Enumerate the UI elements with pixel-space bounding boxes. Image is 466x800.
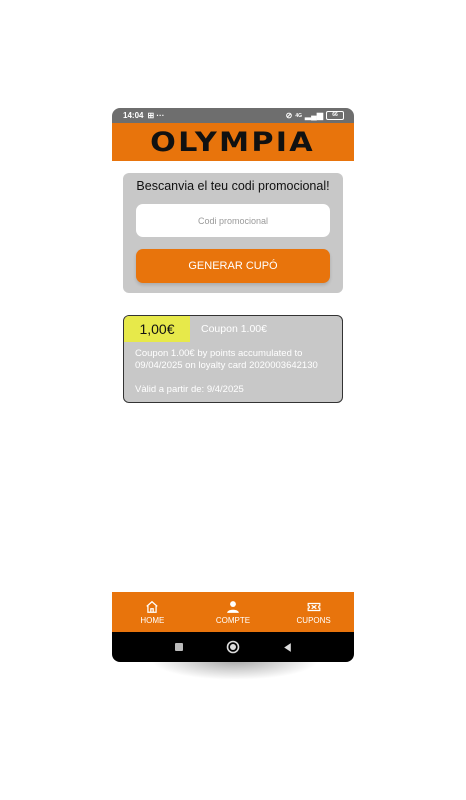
square-icon bbox=[174, 642, 184, 652]
app-header bbox=[112, 123, 354, 161]
status-bar bbox=[112, 108, 354, 123]
generate-coupon-button[interactable]: GENERAR CUPÓ bbox=[136, 249, 330, 283]
signal-label: 4G bbox=[295, 112, 303, 119]
circle-icon bbox=[226, 640, 240, 654]
coupon-description: Coupon 1.00€ by points accumulated to 09/04/2025 on loyalty card 2020003642130 bbox=[135, 348, 318, 371]
back-triangle-icon bbox=[282, 642, 293, 653]
nav-compte-label: COMPTE bbox=[215, 615, 251, 625]
battery-icon: 66 bbox=[326, 111, 344, 120]
coupon-title: Coupon 1.00€ bbox=[201, 323, 267, 335]
signal-icon: ▂▄▆ bbox=[305, 111, 323, 120]
promo-card bbox=[123, 173, 343, 293]
back-button[interactable] bbox=[280, 640, 294, 654]
bottom-nav bbox=[112, 592, 354, 632]
coupon-card[interactable] bbox=[123, 315, 343, 403]
system-nav-bar bbox=[112, 632, 354, 662]
coupon-amount-badge: 1,00€ bbox=[124, 316, 190, 342]
phone-screen bbox=[112, 108, 354, 662]
nav-home-label: HOME bbox=[140, 615, 165, 625]
nav-compte[interactable] bbox=[198, 592, 268, 632]
alarm-off-icon: ⊘ bbox=[285, 111, 293, 120]
coupon-valid-date: Vàlid a partir de: 9/4/2025 bbox=[135, 384, 244, 395]
home-icon bbox=[145, 600, 159, 614]
home-system-button[interactable] bbox=[226, 640, 240, 654]
notification-icons: ⊞ ··· bbox=[147, 111, 165, 120]
coupon-header bbox=[124, 316, 342, 342]
promo-title: Bescanvia el teu codi promocional! bbox=[136, 179, 330, 193]
nav-cupons[interactable] bbox=[279, 592, 349, 632]
recents-button[interactable] bbox=[172, 640, 186, 654]
person-icon bbox=[226, 600, 240, 614]
status-time: 14:04 bbox=[123, 111, 144, 120]
nav-home[interactable] bbox=[117, 592, 187, 632]
olympia-logo: OLYMPIA bbox=[150, 126, 316, 158]
nav-cupons-label: CUPONS bbox=[296, 615, 331, 625]
promo-code-input[interactable] bbox=[136, 204, 330, 237]
ticket-icon bbox=[307, 600, 321, 614]
